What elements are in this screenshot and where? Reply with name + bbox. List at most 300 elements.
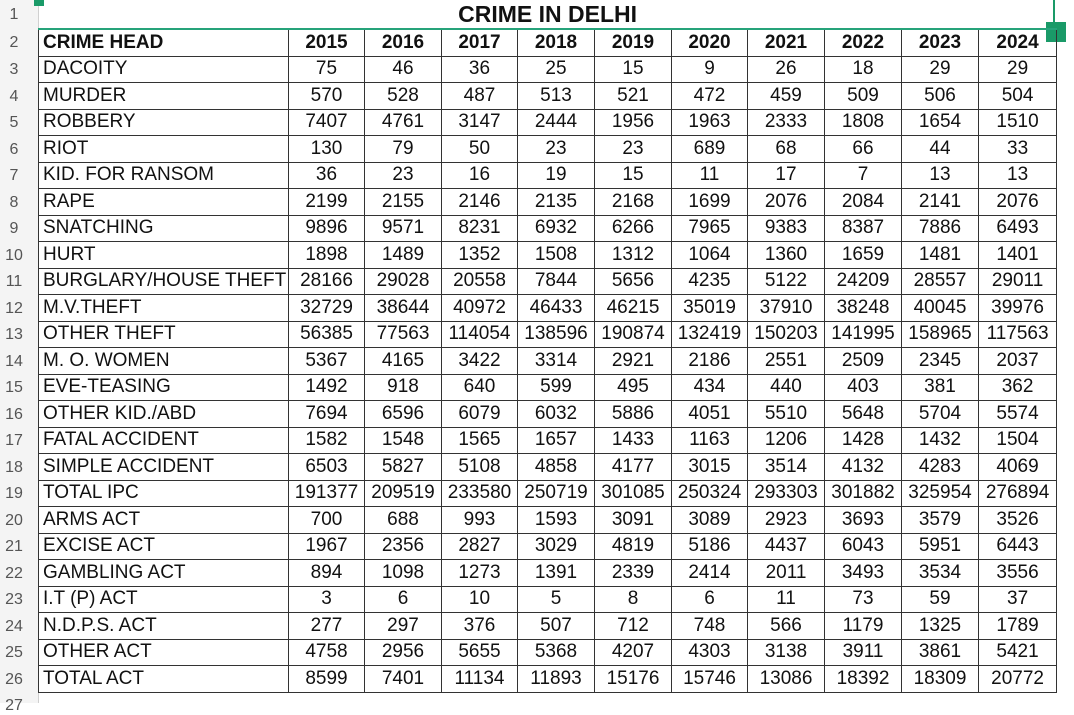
row-number[interactable]: 20: [5, 511, 23, 529]
value-cell[interactable]: 19: [518, 162, 595, 189]
value-cell[interactable]: 68: [748, 136, 825, 163]
value-cell[interactable]: 2017: [442, 29, 518, 56]
value-cell[interactable]: 13: [902, 162, 979, 189]
value-cell[interactable]: 1510: [979, 109, 1057, 136]
value-cell[interactable]: 8387: [825, 215, 902, 242]
value-cell[interactable]: 114054: [442, 321, 518, 348]
crime-head-cell[interactable]: OTHER ACT: [39, 639, 289, 666]
value-cell[interactable]: 3514: [748, 454, 825, 481]
value-cell[interactable]: 46433: [518, 295, 595, 322]
value-cell[interactable]: 16: [442, 162, 518, 189]
crime-head-cell[interactable]: FATAL ACCIDENT: [39, 427, 289, 454]
value-cell[interactable]: 4819: [595, 533, 672, 560]
crime-head-cell[interactable]: SNATCHING: [39, 215, 289, 242]
value-cell[interactable]: 1504: [979, 427, 1057, 454]
value-cell[interactable]: 1163: [672, 427, 748, 454]
crime-head-cell[interactable]: HURT: [39, 242, 289, 269]
value-cell[interactable]: 8: [595, 586, 672, 613]
value-cell[interactable]: 2956: [365, 639, 442, 666]
sheet-title[interactable]: CRIME IN DELHI: [39, 0, 1057, 29]
value-cell[interactable]: 1808: [825, 109, 902, 136]
value-cell[interactable]: 15176: [595, 666, 672, 693]
value-cell[interactable]: 2015: [289, 29, 365, 56]
value-cell[interactable]: 1699: [672, 189, 748, 216]
row-number[interactable]: 15: [5, 378, 23, 396]
value-cell[interactable]: 11: [672, 162, 748, 189]
crime-head-cell[interactable]: TOTAL IPC: [39, 480, 289, 507]
crime-head-cell[interactable]: TOTAL ACT: [39, 666, 289, 693]
crime-head-cell[interactable]: M. O. WOMEN: [39, 348, 289, 375]
value-cell[interactable]: 2186: [672, 348, 748, 375]
value-cell[interactable]: 6079: [442, 401, 518, 428]
value-cell[interactable]: 9: [672, 56, 748, 83]
value-cell[interactable]: 1654: [902, 109, 979, 136]
row-number[interactable]: 18: [5, 458, 23, 476]
row-number[interactable]: 25: [5, 643, 23, 661]
value-cell[interactable]: 293303: [748, 480, 825, 507]
value-cell[interactable]: 20772: [979, 666, 1057, 693]
value-cell[interactable]: 3147: [442, 109, 518, 136]
value-cell[interactable]: 2199: [289, 189, 365, 216]
crime-head-cell[interactable]: GAMBLING ACT: [39, 560, 289, 587]
value-cell[interactable]: 376: [442, 613, 518, 640]
value-cell[interactable]: 5656: [595, 268, 672, 295]
value-cell[interactable]: 2016: [365, 29, 442, 56]
value-cell[interactable]: 18392: [825, 666, 902, 693]
crime-head-cell[interactable]: KID. FOR RANSOM: [39, 162, 289, 189]
value-cell[interactable]: 3138: [748, 639, 825, 666]
row-number[interactable]: 2: [9, 33, 19, 51]
value-cell[interactable]: 13: [979, 162, 1057, 189]
value-cell[interactable]: 297: [365, 613, 442, 640]
value-cell[interactable]: 9383: [748, 215, 825, 242]
value-cell[interactable]: 7: [825, 162, 902, 189]
row-number[interactable]: 19: [5, 484, 23, 502]
value-cell[interactable]: 26: [748, 56, 825, 83]
value-cell[interactable]: 6: [672, 586, 748, 613]
value-cell[interactable]: 521: [595, 83, 672, 110]
value-cell[interactable]: 2021: [748, 29, 825, 56]
value-cell[interactable]: 7401: [365, 666, 442, 693]
value-cell[interactable]: 2444: [518, 109, 595, 136]
row-number[interactable]: 17: [5, 431, 23, 449]
value-cell[interactable]: 5886: [595, 401, 672, 428]
value-cell[interactable]: 1325: [902, 613, 979, 640]
value-cell[interactable]: 301085: [595, 480, 672, 507]
value-cell[interactable]: 20558: [442, 268, 518, 295]
value-cell[interactable]: 1548: [365, 427, 442, 454]
value-cell[interactable]: 28166: [289, 268, 365, 295]
value-cell[interactable]: 46: [365, 56, 442, 83]
value-cell[interactable]: 37: [979, 586, 1057, 613]
value-cell[interactable]: 3422: [442, 348, 518, 375]
value-cell[interactable]: 3534: [902, 560, 979, 587]
value-cell[interactable]: 2022: [825, 29, 902, 56]
value-cell[interactable]: 32729: [289, 295, 365, 322]
value-cell[interactable]: 1489: [365, 242, 442, 269]
value-cell[interactable]: 528: [365, 83, 442, 110]
value-cell[interactable]: 506: [902, 83, 979, 110]
value-cell[interactable]: 2155: [365, 189, 442, 216]
value-cell[interactable]: 2076: [748, 189, 825, 216]
value-cell[interactable]: 8231: [442, 215, 518, 242]
crime-head-cell[interactable]: BURGLARY/HOUSE THEFT: [39, 268, 289, 295]
value-cell[interactable]: 77563: [365, 321, 442, 348]
value-cell[interactable]: 1508: [518, 242, 595, 269]
row-number[interactable]: 1: [9, 5, 19, 23]
value-cell[interactable]: 29: [902, 56, 979, 83]
value-cell[interactable]: 5951: [902, 533, 979, 560]
crime-head-cell[interactable]: EXCISE ACT: [39, 533, 289, 560]
row-number[interactable]: 24: [5, 617, 23, 635]
value-cell[interactable]: 1360: [748, 242, 825, 269]
value-cell[interactable]: 18: [825, 56, 902, 83]
value-cell[interactable]: 2333: [748, 109, 825, 136]
value-cell[interactable]: 3: [289, 586, 365, 613]
value-cell[interactable]: 2084: [825, 189, 902, 216]
value-cell[interactable]: 504: [979, 83, 1057, 110]
row-number[interactable]: 11: [5, 272, 23, 290]
value-cell[interactable]: 3861: [902, 639, 979, 666]
value-cell[interactable]: 141995: [825, 321, 902, 348]
value-cell[interactable]: 4235: [672, 268, 748, 295]
value-cell[interactable]: 138596: [518, 321, 595, 348]
value-cell[interactable]: 2019: [595, 29, 672, 56]
row-number[interactable]: 4: [9, 87, 19, 105]
value-cell[interactable]: 3911: [825, 639, 902, 666]
value-cell[interactable]: 2921: [595, 348, 672, 375]
value-cell[interactable]: 1593: [518, 507, 595, 534]
value-cell[interactable]: 5704: [902, 401, 979, 428]
value-cell[interactable]: 150203: [748, 321, 825, 348]
value-cell[interactable]: 2018: [518, 29, 595, 56]
value-cell[interactable]: 513: [518, 83, 595, 110]
value-cell[interactable]: 2827: [442, 533, 518, 560]
value-cell[interactable]: 250719: [518, 480, 595, 507]
value-cell[interactable]: 29: [979, 56, 1057, 83]
value-cell[interactable]: 66: [825, 136, 902, 163]
value-cell[interactable]: 36: [442, 56, 518, 83]
value-cell[interactable]: 9571: [365, 215, 442, 242]
value-cell[interactable]: 5: [518, 586, 595, 613]
value-cell[interactable]: 381: [902, 374, 979, 401]
value-cell[interactable]: 4761: [365, 109, 442, 136]
value-cell[interactable]: 7694: [289, 401, 365, 428]
value-cell[interactable]: 4069: [979, 454, 1057, 481]
value-cell[interactable]: 39976: [979, 295, 1057, 322]
value-cell[interactable]: 9896: [289, 215, 365, 242]
row-number[interactable]: 14: [5, 352, 23, 370]
value-cell[interactable]: 1789: [979, 613, 1057, 640]
value-cell[interactable]: 2076: [979, 189, 1057, 216]
row-number[interactable]: 21: [5, 537, 23, 555]
value-cell[interactable]: 2146: [442, 189, 518, 216]
value-cell[interactable]: 79: [365, 136, 442, 163]
value-cell[interactable]: 277: [289, 613, 365, 640]
value-cell[interactable]: 1657: [518, 427, 595, 454]
value-cell[interactable]: 24209: [825, 268, 902, 295]
value-cell[interactable]: 6043: [825, 533, 902, 560]
value-cell[interactable]: 748: [672, 613, 748, 640]
value-cell[interactable]: 5655: [442, 639, 518, 666]
value-cell[interactable]: 5510: [748, 401, 825, 428]
value-cell[interactable]: 2345: [902, 348, 979, 375]
value-cell[interactable]: 2023: [902, 29, 979, 56]
value-cell[interactable]: 4132: [825, 454, 902, 481]
value-cell[interactable]: 1565: [442, 427, 518, 454]
row-number[interactable]: 26: [5, 670, 23, 688]
value-cell[interactable]: 325954: [902, 480, 979, 507]
value-cell[interactable]: 6932: [518, 215, 595, 242]
row-number[interactable]: 3: [9, 60, 19, 78]
crime-head-cell[interactable]: I.T (P) ACT: [39, 586, 289, 613]
value-cell[interactable]: 1492: [289, 374, 365, 401]
value-cell[interactable]: 6032: [518, 401, 595, 428]
value-cell[interactable]: 4051: [672, 401, 748, 428]
value-cell[interactable]: 509: [825, 83, 902, 110]
value-cell[interactable]: 7965: [672, 215, 748, 242]
value-cell[interactable]: 7886: [902, 215, 979, 242]
value-cell[interactable]: 3015: [672, 454, 748, 481]
value-cell[interactable]: 2356: [365, 533, 442, 560]
value-cell[interactable]: 5648: [825, 401, 902, 428]
value-cell[interactable]: 1433: [595, 427, 672, 454]
value-cell[interactable]: 1582: [289, 427, 365, 454]
value-cell[interactable]: 10: [442, 586, 518, 613]
value-cell[interactable]: 5421: [979, 639, 1057, 666]
row-number[interactable]: 16: [5, 405, 23, 423]
crime-head-cell[interactable]: RIOT: [39, 136, 289, 163]
value-cell[interactable]: 209519: [365, 480, 442, 507]
value-cell[interactable]: 599: [518, 374, 595, 401]
value-cell[interactable]: 3556: [979, 560, 1057, 587]
value-cell[interactable]: 2020: [672, 29, 748, 56]
crime-head-cell[interactable]: OTHER KID./ABD: [39, 401, 289, 428]
row-number[interactable]: 5: [9, 113, 19, 131]
value-cell[interactable]: 1963: [672, 109, 748, 136]
row-number[interactable]: 10: [5, 246, 23, 264]
crime-head-cell[interactable]: DACOITY: [39, 56, 289, 83]
value-cell[interactable]: 2037: [979, 348, 1057, 375]
value-cell[interactable]: 566: [748, 613, 825, 640]
value-cell[interactable]: 472: [672, 83, 748, 110]
value-cell[interactable]: 3314: [518, 348, 595, 375]
value-cell[interactable]: 5827: [365, 454, 442, 481]
value-cell[interactable]: 59: [902, 586, 979, 613]
row-number[interactable]: 7: [9, 166, 19, 184]
value-cell[interactable]: 2339: [595, 560, 672, 587]
value-cell[interactable]: 117563: [979, 321, 1057, 348]
value-cell[interactable]: 570: [289, 83, 365, 110]
value-cell[interactable]: 73: [825, 586, 902, 613]
value-cell[interactable]: 33: [979, 136, 1057, 163]
value-cell[interactable]: 36: [289, 162, 365, 189]
value-cell[interactable]: 1352: [442, 242, 518, 269]
value-cell[interactable]: 4437: [748, 533, 825, 560]
value-cell[interactable]: 3089: [672, 507, 748, 534]
value-cell[interactable]: 2011: [748, 560, 825, 587]
value-cell[interactable]: 2168: [595, 189, 672, 216]
value-cell[interactable]: 301882: [825, 480, 902, 507]
value-cell[interactable]: 29011: [979, 268, 1057, 295]
value-cell[interactable]: 23: [595, 136, 672, 163]
row-number[interactable]: 23: [5, 590, 23, 608]
value-cell[interactable]: 2141: [902, 189, 979, 216]
value-cell[interactable]: 4165: [365, 348, 442, 375]
value-cell[interactable]: 40972: [442, 295, 518, 322]
value-cell[interactable]: 4177: [595, 454, 672, 481]
value-cell[interactable]: 459: [748, 83, 825, 110]
value-cell[interactable]: 37910: [748, 295, 825, 322]
value-cell[interactable]: 2509: [825, 348, 902, 375]
value-cell[interactable]: 2923: [748, 507, 825, 534]
value-cell[interactable]: 5574: [979, 401, 1057, 428]
value-cell[interactable]: 5367: [289, 348, 365, 375]
value-cell[interactable]: 1401: [979, 242, 1057, 269]
value-cell[interactable]: 440: [748, 374, 825, 401]
value-cell[interactable]: 25: [518, 56, 595, 83]
value-cell[interactable]: 23: [365, 162, 442, 189]
row-number[interactable]: 6: [9, 140, 19, 158]
value-cell[interactable]: 4207: [595, 639, 672, 666]
value-cell[interactable]: 6596: [365, 401, 442, 428]
value-cell[interactable]: 11: [748, 586, 825, 613]
value-cell[interactable]: 2135: [518, 189, 595, 216]
value-cell[interactable]: 233580: [442, 480, 518, 507]
value-cell[interactable]: 1098: [365, 560, 442, 587]
value-cell[interactable]: 191377: [289, 480, 365, 507]
value-cell[interactable]: 918: [365, 374, 442, 401]
value-cell[interactable]: 1206: [748, 427, 825, 454]
value-cell[interactable]: 362: [979, 374, 1057, 401]
value-cell[interactable]: 15: [595, 56, 672, 83]
crime-head-cell[interactable]: M.V.THEFT: [39, 295, 289, 322]
value-cell[interactable]: 700: [289, 507, 365, 534]
value-cell[interactable]: 6503: [289, 454, 365, 481]
value-cell[interactable]: 3091: [595, 507, 672, 534]
value-cell[interactable]: 2551: [748, 348, 825, 375]
value-cell[interactable]: 6443: [979, 533, 1057, 560]
value-cell[interactable]: 507: [518, 613, 595, 640]
value-cell[interactable]: 17: [748, 162, 825, 189]
row-number[interactable]: 27: [5, 697, 23, 714]
value-cell[interactable]: 13086: [748, 666, 825, 693]
value-cell[interactable]: 50: [442, 136, 518, 163]
value-cell[interactable]: 1898: [289, 242, 365, 269]
value-cell[interactable]: 11893: [518, 666, 595, 693]
value-cell[interactable]: 434: [672, 374, 748, 401]
value-cell[interactable]: 15: [595, 162, 672, 189]
value-cell[interactable]: 3579: [902, 507, 979, 534]
value-cell[interactable]: 158965: [902, 321, 979, 348]
value-cell[interactable]: 6: [365, 586, 442, 613]
value-cell[interactable]: 403: [825, 374, 902, 401]
value-cell[interactable]: 11134: [442, 666, 518, 693]
value-cell[interactable]: 4758: [289, 639, 365, 666]
crime-head-cell[interactable]: CRIME HEAD: [39, 29, 289, 56]
value-cell[interactable]: 23: [518, 136, 595, 163]
crime-head-cell[interactable]: N.D.P.S. ACT: [39, 613, 289, 640]
crime-head-cell[interactable]: ROBBERY: [39, 109, 289, 136]
value-cell[interactable]: 190874: [595, 321, 672, 348]
value-cell[interactable]: 4283: [902, 454, 979, 481]
value-cell[interactable]: 7844: [518, 268, 595, 295]
value-cell[interactable]: 132419: [672, 321, 748, 348]
value-cell[interactable]: 4858: [518, 454, 595, 481]
row-number[interactable]: 22: [5, 564, 23, 582]
value-cell[interactable]: 4303: [672, 639, 748, 666]
value-cell[interactable]: 1659: [825, 242, 902, 269]
value-cell[interactable]: 75: [289, 56, 365, 83]
value-cell[interactable]: 2414: [672, 560, 748, 587]
value-cell[interactable]: 3493: [825, 560, 902, 587]
value-cell[interactable]: 7407: [289, 109, 365, 136]
value-cell[interactable]: 689: [672, 136, 748, 163]
value-cell[interactable]: 5368: [518, 639, 595, 666]
value-cell[interactable]: 1312: [595, 242, 672, 269]
value-cell[interactable]: 1391: [518, 560, 595, 587]
value-cell[interactable]: 46215: [595, 295, 672, 322]
value-cell[interactable]: 38248: [825, 295, 902, 322]
value-cell[interactable]: 1064: [672, 242, 748, 269]
row-number[interactable]: 13: [5, 325, 23, 343]
value-cell[interactable]: 3526: [979, 507, 1057, 534]
row-number[interactable]: 9: [9, 219, 19, 237]
value-cell[interactable]: 1428: [825, 427, 902, 454]
value-cell[interactable]: 35019: [672, 295, 748, 322]
value-cell[interactable]: 712: [595, 613, 672, 640]
value-cell[interactable]: 56385: [289, 321, 365, 348]
value-cell[interactable]: 38644: [365, 295, 442, 322]
value-cell[interactable]: 28557: [902, 268, 979, 295]
value-cell[interactable]: 8599: [289, 666, 365, 693]
value-cell[interactable]: 3029: [518, 533, 595, 560]
value-cell[interactable]: 1179: [825, 613, 902, 640]
value-cell[interactable]: 44: [902, 136, 979, 163]
value-cell[interactable]: 894: [289, 560, 365, 587]
row-number[interactable]: 12: [5, 299, 23, 317]
value-cell[interactable]: 5122: [748, 268, 825, 295]
value-cell[interactable]: 688: [365, 507, 442, 534]
crime-head-cell[interactable]: SIMPLE ACCIDENT: [39, 454, 289, 481]
value-cell[interactable]: 495: [595, 374, 672, 401]
crime-head-cell[interactable]: ARMS ACT: [39, 507, 289, 534]
value-cell[interactable]: 3693: [825, 507, 902, 534]
value-cell[interactable]: 15746: [672, 666, 748, 693]
crime-head-cell[interactable]: RAPE: [39, 189, 289, 216]
value-cell[interactable]: 5186: [672, 533, 748, 560]
value-cell[interactable]: 5108: [442, 454, 518, 481]
row-number[interactable]: 8: [9, 193, 19, 211]
value-cell[interactable]: 6266: [595, 215, 672, 242]
crime-head-cell[interactable]: MURDER: [39, 83, 289, 110]
value-cell[interactable]: 250324: [672, 480, 748, 507]
value-cell[interactable]: 6493: [979, 215, 1057, 242]
value-cell[interactable]: 487: [442, 83, 518, 110]
value-cell[interactable]: 276894: [979, 480, 1057, 507]
value-cell[interactable]: 1967: [289, 533, 365, 560]
value-cell[interactable]: 1481: [902, 242, 979, 269]
value-cell[interactable]: 1273: [442, 560, 518, 587]
value-cell[interactable]: 29028: [365, 268, 442, 295]
value-cell[interactable]: 2024: [979, 29, 1057, 56]
value-cell[interactable]: 1956: [595, 109, 672, 136]
value-cell[interactable]: 40045: [902, 295, 979, 322]
crime-head-cell[interactable]: OTHER THEFT: [39, 321, 289, 348]
value-cell[interactable]: 640: [442, 374, 518, 401]
value-cell[interactable]: 993: [442, 507, 518, 534]
value-cell[interactable]: 18309: [902, 666, 979, 693]
